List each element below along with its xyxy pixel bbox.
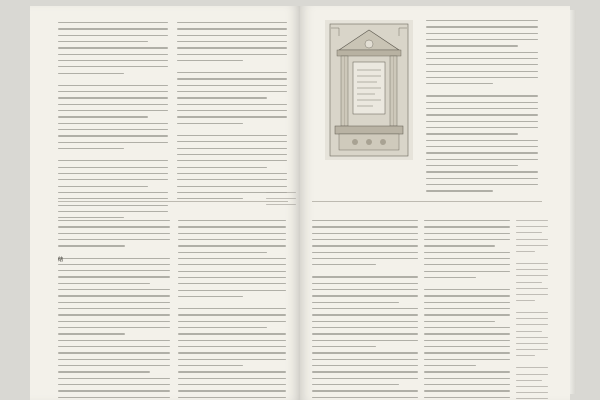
text-line xyxy=(58,220,170,221)
text-line xyxy=(177,148,287,149)
text-line xyxy=(178,233,286,234)
text-line xyxy=(424,352,510,353)
text-line xyxy=(516,294,548,295)
text-line xyxy=(58,352,170,353)
text-line xyxy=(424,371,510,372)
text-line xyxy=(58,167,168,168)
text-line xyxy=(178,327,267,328)
text-line xyxy=(426,64,538,65)
text-line xyxy=(426,184,538,185)
text-line xyxy=(312,390,418,391)
text-line xyxy=(516,312,548,313)
text-line xyxy=(424,308,510,309)
text-line xyxy=(178,245,286,246)
text-line xyxy=(424,359,510,360)
text-line xyxy=(426,52,538,53)
text-line xyxy=(426,33,538,34)
text-line xyxy=(516,392,548,393)
text-line xyxy=(426,26,538,27)
text-line xyxy=(312,327,418,328)
text-line xyxy=(312,321,418,322)
text-line xyxy=(516,324,548,325)
text-line xyxy=(58,295,170,296)
text-line xyxy=(178,220,286,221)
text-line xyxy=(424,314,510,315)
text-line xyxy=(426,127,538,128)
text-line xyxy=(177,54,287,55)
text-line xyxy=(58,28,168,29)
text-line xyxy=(58,233,170,234)
right-folio-rule xyxy=(312,201,542,202)
text-line xyxy=(178,333,286,334)
text-line xyxy=(178,296,243,297)
text-line xyxy=(312,340,418,341)
text-line xyxy=(426,77,538,78)
text-line xyxy=(58,308,170,309)
text-line xyxy=(58,186,148,187)
text-line xyxy=(177,85,287,86)
text-line xyxy=(178,346,286,347)
text-line xyxy=(58,245,125,246)
text-line xyxy=(58,378,170,379)
text-line xyxy=(516,282,542,283)
text-line xyxy=(177,104,287,105)
text-line xyxy=(426,165,518,166)
text-line xyxy=(516,349,548,350)
text-line xyxy=(58,390,170,391)
text-line xyxy=(516,374,548,375)
text-line xyxy=(58,359,170,360)
text-line xyxy=(58,116,148,117)
text-line xyxy=(177,47,287,48)
text-line xyxy=(58,22,168,23)
text-line xyxy=(58,258,170,259)
text-line xyxy=(312,220,418,221)
text-line xyxy=(178,390,286,391)
text-line xyxy=(426,39,538,40)
text-line xyxy=(58,289,170,290)
text-line xyxy=(426,171,538,172)
right-top-text-column xyxy=(426,20,538,197)
text-line xyxy=(58,365,170,366)
text-line xyxy=(58,35,168,36)
text-line xyxy=(312,384,399,385)
text-line xyxy=(58,54,168,55)
text-line xyxy=(516,251,535,252)
text-line xyxy=(312,264,376,265)
text-line xyxy=(177,154,287,155)
text-line xyxy=(58,135,168,136)
text-line xyxy=(312,276,418,277)
text-line xyxy=(177,160,287,161)
text-line xyxy=(424,271,510,272)
text-line xyxy=(516,380,542,381)
text-line xyxy=(424,333,510,334)
text-line xyxy=(58,104,168,105)
text-line xyxy=(177,72,287,73)
text-line xyxy=(178,290,286,291)
text-line xyxy=(177,110,287,111)
text-line xyxy=(178,384,286,385)
right-bottom-text-column-2 xyxy=(424,220,510,400)
text-line xyxy=(58,264,170,265)
architectural-engraving-figure xyxy=(325,20,413,160)
text-line xyxy=(424,239,510,240)
text-line xyxy=(177,116,287,117)
text-line xyxy=(426,190,493,191)
open-book-spread xyxy=(30,0,570,400)
text-line xyxy=(516,367,548,368)
text-line xyxy=(177,97,267,98)
text-line xyxy=(424,321,495,322)
text-line xyxy=(58,346,170,347)
text-line xyxy=(312,314,418,315)
left-bottom-text-column-2 xyxy=(178,220,286,400)
text-line xyxy=(177,186,287,187)
text-line xyxy=(516,331,542,332)
text-line xyxy=(516,398,548,399)
text-line xyxy=(58,302,170,303)
text-line xyxy=(424,252,510,253)
text-line xyxy=(58,333,125,334)
text-line xyxy=(426,83,493,84)
text-line xyxy=(424,378,510,379)
text-line xyxy=(424,397,510,398)
text-line xyxy=(178,340,286,341)
text-line xyxy=(58,142,168,143)
text-line xyxy=(178,378,286,379)
text-line xyxy=(58,340,170,341)
text-line xyxy=(516,300,535,301)
text-line xyxy=(58,239,170,240)
text-line xyxy=(58,314,170,315)
text-line xyxy=(177,123,243,124)
architectural-engraving-icon xyxy=(325,20,413,160)
text-line xyxy=(58,276,170,277)
left-footnote-block xyxy=(266,192,296,211)
text-line xyxy=(58,160,168,161)
text-line xyxy=(178,283,286,284)
text-line xyxy=(177,91,287,92)
text-line xyxy=(58,321,170,322)
text-line xyxy=(312,295,418,296)
text-line xyxy=(426,121,538,122)
text-line xyxy=(58,148,124,149)
text-line xyxy=(58,85,168,86)
text-line xyxy=(177,141,287,142)
text-line xyxy=(58,211,168,212)
text-line xyxy=(178,226,286,227)
text-line xyxy=(424,264,510,265)
text-line xyxy=(426,45,518,46)
text-line xyxy=(178,371,286,372)
text-line xyxy=(516,245,548,246)
text-line xyxy=(424,327,510,328)
text-line xyxy=(178,252,267,253)
text-line xyxy=(424,365,476,366)
text-line xyxy=(58,73,124,74)
text-line xyxy=(426,102,538,103)
text-line xyxy=(58,384,170,385)
text-line xyxy=(178,258,286,259)
text-line xyxy=(516,232,542,233)
text-line xyxy=(424,346,510,347)
text-line xyxy=(177,135,287,136)
text-line xyxy=(58,327,170,328)
text-line xyxy=(312,226,418,227)
text-line xyxy=(516,263,548,264)
text-line xyxy=(516,239,548,240)
text-line xyxy=(516,226,548,227)
page-edge xyxy=(570,10,576,394)
text-line xyxy=(312,371,418,372)
text-line xyxy=(266,204,296,205)
text-line xyxy=(312,302,399,303)
text-line xyxy=(58,97,168,98)
text-line xyxy=(516,355,535,356)
text-line xyxy=(426,133,518,134)
text-line xyxy=(177,35,287,36)
text-line xyxy=(424,340,510,341)
text-line xyxy=(178,397,286,398)
text-line xyxy=(177,179,287,180)
text-line xyxy=(58,226,170,227)
text-line xyxy=(312,365,418,366)
text-line xyxy=(177,22,287,23)
text-line xyxy=(516,275,548,276)
text-line xyxy=(58,129,168,130)
text-line xyxy=(426,20,538,21)
right-sidenote-column xyxy=(516,220,548,400)
text-line xyxy=(424,390,510,391)
text-line xyxy=(426,152,538,153)
text-line xyxy=(516,337,548,338)
text-line xyxy=(312,397,418,398)
text-line xyxy=(178,321,286,322)
text-line xyxy=(312,359,418,360)
text-line xyxy=(426,159,538,160)
text-line xyxy=(424,220,510,221)
text-line xyxy=(58,123,168,124)
text-line xyxy=(426,114,538,115)
text-line xyxy=(312,352,418,353)
text-line xyxy=(58,270,170,271)
text-line xyxy=(178,277,286,278)
text-line xyxy=(266,198,296,199)
text-line xyxy=(177,41,287,42)
text-line xyxy=(178,314,286,315)
text-line xyxy=(426,58,538,59)
text-line xyxy=(424,245,495,246)
text-line xyxy=(178,239,286,240)
text-line xyxy=(178,308,286,309)
text-line xyxy=(58,217,124,218)
text-line xyxy=(312,239,418,240)
right-bottom-text-column xyxy=(312,220,418,400)
text-line xyxy=(312,378,418,379)
text-line xyxy=(58,91,168,92)
text-line xyxy=(516,386,548,387)
text-line xyxy=(312,289,418,290)
text-line xyxy=(312,283,418,284)
text-line xyxy=(312,333,418,334)
text-line xyxy=(178,271,286,272)
text-line xyxy=(58,192,168,193)
text-line xyxy=(516,343,548,344)
text-line xyxy=(424,233,510,234)
text-line xyxy=(58,60,168,61)
text-line xyxy=(177,173,287,174)
text-line xyxy=(424,258,510,259)
left-folio-rule xyxy=(58,201,288,202)
left-page xyxy=(30,6,300,400)
text-line xyxy=(177,167,267,168)
text-line xyxy=(312,233,418,234)
text-line xyxy=(516,220,548,221)
text-line xyxy=(58,47,168,48)
text-line xyxy=(58,397,170,398)
text-line xyxy=(516,318,548,319)
text-line xyxy=(312,245,418,246)
text-line xyxy=(58,371,150,372)
left-section-heading: 结 xyxy=(58,257,64,263)
text-line xyxy=(58,173,168,174)
text-line xyxy=(424,295,510,296)
text-line xyxy=(178,352,286,353)
text-line xyxy=(58,66,168,67)
text-line xyxy=(424,302,510,303)
text-line xyxy=(58,205,168,206)
right-page xyxy=(300,6,570,400)
text-line xyxy=(177,198,243,199)
text-line xyxy=(426,71,538,72)
text-line xyxy=(266,192,296,193)
text-line xyxy=(312,346,376,347)
left-top-text-column xyxy=(58,22,168,224)
text-line xyxy=(424,384,510,385)
text-line xyxy=(424,289,510,290)
text-line xyxy=(177,28,287,29)
text-line xyxy=(178,264,286,265)
text-line xyxy=(178,359,286,360)
text-line xyxy=(58,198,168,199)
text-line xyxy=(426,108,538,109)
text-line xyxy=(426,146,538,147)
left-bottom-text-column xyxy=(58,220,170,400)
text-line xyxy=(312,308,418,309)
text-line xyxy=(58,110,168,111)
text-line xyxy=(426,178,538,179)
left-top-text-column-2 xyxy=(177,22,287,205)
text-line xyxy=(58,179,168,180)
text-line xyxy=(424,226,510,227)
text-line xyxy=(426,140,538,141)
text-line xyxy=(177,60,243,61)
text-line xyxy=(516,269,548,270)
text-line xyxy=(58,41,148,42)
text-line xyxy=(426,95,538,96)
text-line xyxy=(312,252,418,253)
text-line xyxy=(58,283,150,284)
text-line xyxy=(178,365,243,366)
text-line xyxy=(312,258,418,259)
text-line xyxy=(424,277,476,278)
text-line xyxy=(177,78,287,79)
text-line xyxy=(516,288,548,289)
